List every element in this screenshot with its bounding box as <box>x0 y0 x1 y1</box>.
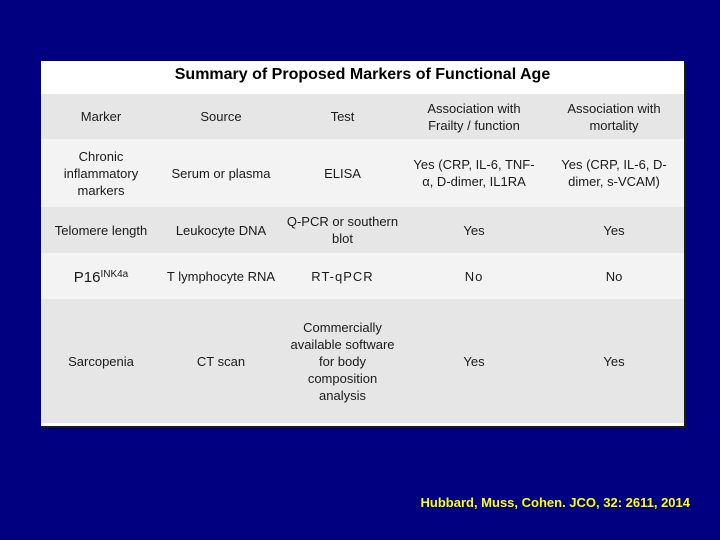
cell-test: ELISA <box>281 139 404 207</box>
cell-frailty: No <box>404 253 544 299</box>
cell-frailty: Yes <box>404 299 544 423</box>
table-row <box>41 299 684 423</box>
cell-mortality: Yes <box>544 299 684 423</box>
p16-superscript: INK4a <box>100 269 129 280</box>
header-row <box>41 94 684 139</box>
cell-marker: Chronic inflammatory markers <box>41 139 161 207</box>
summary-table-panel <box>41 61 684 426</box>
cell-frailty: Yes (CRP, IL-6, TNF-α, D-dimer, IL1RA <box>404 139 544 207</box>
table-row <box>41 253 684 299</box>
table-row <box>41 139 684 207</box>
cell-frailty: Yes <box>404 207 544 253</box>
header-mortality: Association with mortality <box>544 94 684 139</box>
header-frailty: Association with Frailty / function <box>404 94 544 139</box>
cell-source: CT scan <box>161 299 281 423</box>
cell-source: Serum or plasma <box>161 139 281 207</box>
cell-mortality: No <box>544 253 684 299</box>
cell-marker: Telomere length <box>41 207 161 253</box>
p16-label: P16 <box>73 269 101 286</box>
markers-table <box>41 94 684 423</box>
cell-marker: Sarcopenia <box>41 299 161 423</box>
cell-marker <box>41 253 161 299</box>
table-row <box>41 207 684 253</box>
cell-test: Q-PCR or southern blot <box>281 207 404 253</box>
cell-mortality: Yes (CRP, IL-6, D-dimer, s-VCAM) <box>544 139 684 207</box>
table-title: Summary of Proposed Markers of Functional Age <box>41 61 684 91</box>
header-marker: Marker <box>41 94 161 139</box>
cell-test: Commercially available software for body composition analysis <box>281 299 404 423</box>
cell-mortality: Yes <box>544 207 684 253</box>
header-test: Test <box>281 94 404 139</box>
cell-source: T lymphocyte RNA <box>161 253 281 299</box>
cell-source: Leukocyte DNA <box>161 207 281 253</box>
citation: Hubbard, Muss, Cohen. JCO, 32: 2611, 2014 <box>420 495 690 510</box>
cell-test: RT-qPCR <box>281 253 404 299</box>
header-source: Source <box>161 94 281 139</box>
